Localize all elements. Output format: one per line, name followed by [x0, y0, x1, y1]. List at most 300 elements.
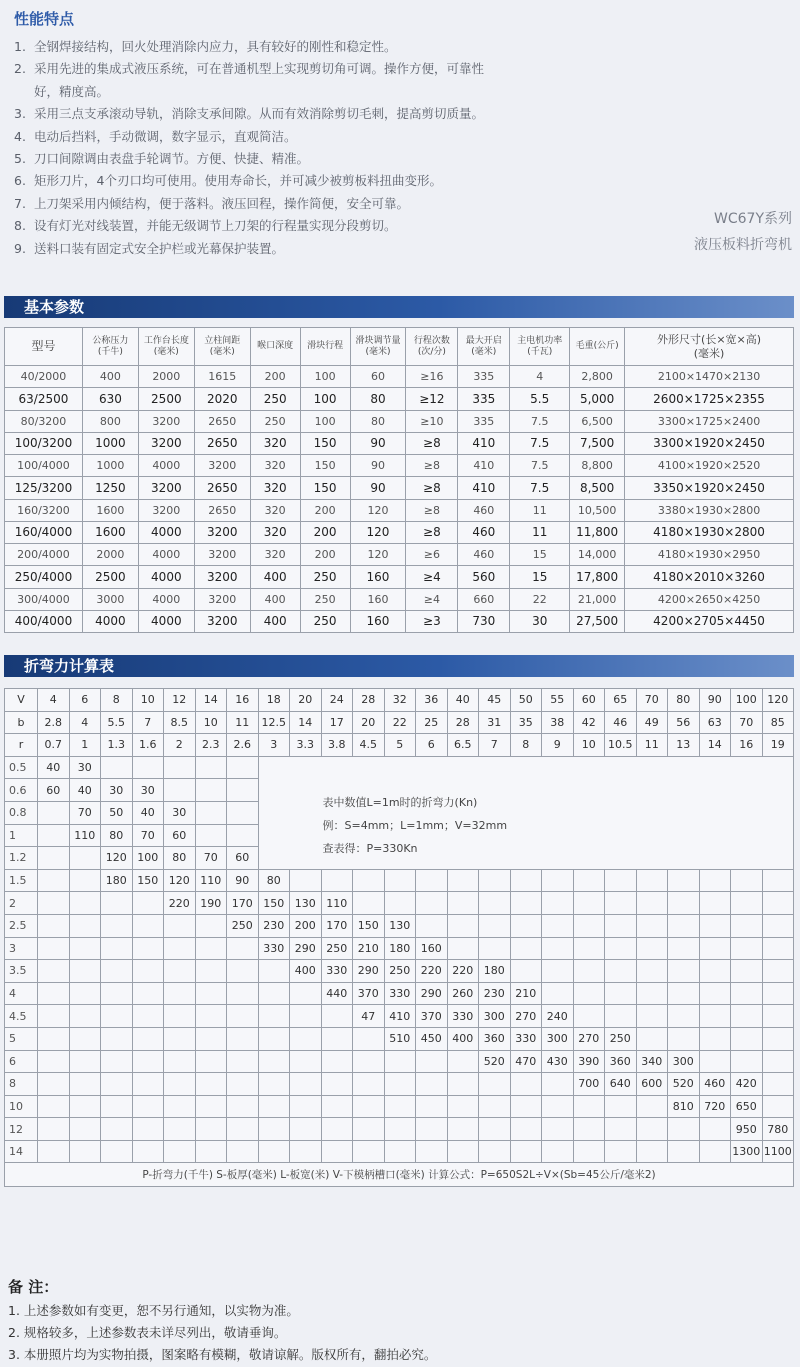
params-cell: 4180×2010×3260: [625, 566, 794, 588]
bending-value-cell: [290, 1095, 322, 1118]
bending-value-cell: 300: [542, 1027, 574, 1050]
bending-s-row: [5, 1005, 794, 1028]
bending-value-cell: 650: [731, 1095, 763, 1118]
bending-value-cell: [101, 982, 133, 1005]
bending-value-cell: [636, 892, 668, 915]
params-cell: 2000: [82, 544, 138, 566]
bending-value-cell: [731, 982, 763, 1005]
bending-value-cell: [132, 1005, 164, 1028]
bending-value-cell: [38, 847, 70, 870]
params-cell: 400: [250, 588, 300, 610]
bending-value-cell: [762, 869, 794, 892]
params-header-row: [5, 328, 794, 366]
bending-value-cell: [132, 1073, 164, 1096]
bending-value-cell: [101, 1005, 133, 1028]
bending-value-cell: 460: [699, 1073, 731, 1096]
feature-number: 3.: [14, 106, 26, 122]
bending-value-cell: [542, 914, 574, 937]
bending-value-cell: 1300: [731, 1140, 763, 1163]
params-cell: 100: [300, 366, 350, 388]
bending-value-cell: [164, 1073, 196, 1096]
bending-value-cell: [38, 914, 70, 937]
bending-s-row: [5, 960, 794, 983]
params-cell: 90: [350, 455, 406, 477]
bending-value-cell: [290, 1005, 322, 1028]
bending-value-cell: [510, 1095, 542, 1118]
params-cell: 15: [510, 544, 570, 566]
bending-value-cell: [573, 892, 605, 915]
bending-v-cell: 36: [416, 689, 448, 712]
bending-value-cell: [447, 892, 479, 915]
bending-value-cell: [416, 1050, 448, 1073]
bending-value-cell: [227, 779, 259, 802]
bending-value-cell: 260: [447, 982, 479, 1005]
params-header-cell: 行程次数 (次/分): [406, 328, 458, 366]
bending-value-cell: [69, 982, 101, 1005]
bending-value-cell: 90: [227, 869, 259, 892]
params-cell: 100: [300, 410, 350, 432]
bending-value-cell: [636, 1005, 668, 1028]
params-cell: 7.5: [510, 455, 570, 477]
bending-value-cell: 60: [164, 824, 196, 847]
bending-value-cell: [447, 1118, 479, 1141]
bending-v-cell: 100: [731, 689, 763, 712]
bending-value-cell: [447, 914, 479, 937]
bending-value-cell: [132, 1118, 164, 1141]
params-cell: 2600×1725×2355: [625, 388, 794, 410]
bending-value-cell: [479, 1073, 511, 1096]
bending-value-cell: 370: [416, 1005, 448, 1028]
params-cell: 11,800: [570, 521, 625, 543]
bending-s-cell: 14: [5, 1140, 38, 1163]
bending-value-cell: 470: [510, 1050, 542, 1073]
params-cell: 3200: [194, 610, 250, 632]
bending-s-row: [5, 869, 794, 892]
params-cell: 14,000: [570, 544, 625, 566]
params-cell: 4000: [138, 544, 194, 566]
params-cell: 335: [458, 366, 510, 388]
bending-value-cell: 190: [195, 892, 227, 915]
bending-value-cell: [258, 960, 290, 983]
bending-value-cell: 400: [447, 1027, 479, 1050]
feature-number: 4.: [14, 128, 26, 144]
bending-v-cell: 4: [38, 689, 70, 712]
bending-value-cell: 40: [132, 801, 164, 824]
bending-value-cell: [38, 1073, 70, 1096]
params-cell: 5,000: [570, 388, 625, 410]
params-cell: 4180×1930×2950: [625, 544, 794, 566]
params-cell: 100/3200: [5, 432, 83, 454]
bending-v-cell: 18: [258, 689, 290, 712]
bending-value-cell: 70: [69, 801, 101, 824]
bending-value-cell: [605, 1140, 637, 1163]
bending-value-cell: [573, 960, 605, 983]
bending-v-cell: 20: [290, 689, 322, 712]
feature-item: [14, 126, 504, 148]
bending-b-cell: 5.5: [101, 711, 133, 734]
bending-value-cell: 180: [479, 960, 511, 983]
params-cell: 460: [458, 544, 510, 566]
bending-value-cell: [227, 982, 259, 1005]
bending-value-cell: [101, 1027, 133, 1050]
params-cell: 2020: [194, 388, 250, 410]
params-cell: 2100×1470×2130: [625, 366, 794, 388]
feature-item: [14, 36, 504, 58]
params-cell: 4180×1930×2800: [625, 521, 794, 543]
params-header-cell: 喉口深度: [250, 328, 300, 366]
bending-value-cell: [227, 1073, 259, 1096]
feature-item: [14, 170, 504, 192]
bending-b-cell: 11: [227, 711, 259, 734]
bending-value-cell: 640: [605, 1073, 637, 1096]
bending-s-cell: 3: [5, 937, 38, 960]
params-cell: 80: [350, 388, 406, 410]
params-cell: ≥8: [406, 477, 458, 499]
params-cell: 410: [458, 455, 510, 477]
params-cell: 30: [510, 610, 570, 632]
bending-value-cell: [699, 1027, 731, 1050]
bending-s-cell: 1.5: [5, 869, 38, 892]
params-cell: 63/2500: [5, 388, 83, 410]
bending-v-row: [5, 689, 794, 712]
bending-s-row: [5, 1140, 794, 1163]
bending-value-cell: 40: [69, 779, 101, 802]
bending-value-cell: [573, 914, 605, 937]
bending-value-cell: [290, 1140, 322, 1163]
bending-r-cell: 1.6: [132, 734, 164, 757]
params-cell: 90: [350, 432, 406, 454]
bending-value-cell: 210: [353, 937, 385, 960]
params-cell: 160/3200: [5, 499, 83, 521]
params-cell: 4000: [138, 610, 194, 632]
bending-r-cell: 10: [573, 734, 605, 757]
bending-r-cell: 2: [164, 734, 196, 757]
bending-value-cell: 30: [69, 756, 101, 779]
bending-r-cell: 6.5: [447, 734, 479, 757]
bending-value-cell: 180: [384, 937, 416, 960]
note-line: 例：S=4mm；L=1mm；V=32mm: [322, 818, 508, 832]
bending-value-cell: [353, 1050, 385, 1073]
params-cell: 460: [458, 499, 510, 521]
params-cell: 4000: [138, 588, 194, 610]
params-cell: 4000: [138, 566, 194, 588]
params-row: [5, 521, 794, 543]
params-cell: 1615: [194, 366, 250, 388]
params-cell: 320: [250, 432, 300, 454]
bending-value-cell: [321, 1140, 353, 1163]
bending-value-cell: [479, 1095, 511, 1118]
bending-value-cell: [69, 1095, 101, 1118]
params-cell: 4200×2650×4250: [625, 588, 794, 610]
bending-value-cell: [762, 892, 794, 915]
bending-s-cell: 8: [5, 1073, 38, 1096]
feature-text: 采用三点支承滚动导轨，消除支承间隙。从而有效消除剪切毛刺，提高剪切质量。: [34, 106, 485, 122]
bending-value-cell: [542, 960, 574, 983]
bending-value-cell: [416, 914, 448, 937]
bending-value-cell: 290: [353, 960, 385, 983]
bending-b-cell: 4: [69, 711, 101, 734]
params-header-cell: 型号: [5, 328, 83, 366]
bending-value-cell: [731, 892, 763, 915]
params-cell: 4000: [138, 455, 194, 477]
bending-value-cell: [542, 937, 574, 960]
bending-value-cell: [605, 937, 637, 960]
bending-value-cell: [510, 892, 542, 915]
bending-value-cell: 390: [573, 1050, 605, 1073]
params-cell: 320: [250, 544, 300, 566]
bending-value-cell: [290, 1073, 322, 1096]
bending-value-cell: [38, 869, 70, 892]
bending-value-cell: [542, 1073, 574, 1096]
params-cell: 11: [510, 499, 570, 521]
bending-s-cell: 0.5: [5, 756, 38, 779]
bending-value-cell: [605, 892, 637, 915]
bending-value-cell: [353, 1073, 385, 1096]
bending-value-cell: 170: [227, 892, 259, 915]
bending-value-cell: [479, 1118, 511, 1141]
bending-value-cell: [573, 982, 605, 1005]
bending-force-table: [4, 688, 794, 1187]
params-cell: 200/4000: [5, 544, 83, 566]
bending-value-cell: [699, 914, 731, 937]
bending-value-cell: [195, 1027, 227, 1050]
bending-value-cell: 120: [164, 869, 196, 892]
params-cell: 1000: [82, 455, 138, 477]
bending-s-row: [5, 1027, 794, 1050]
bending-r-cell: 11: [636, 734, 668, 757]
bending-v-cell: 16: [227, 689, 259, 712]
bending-s-cell: 12: [5, 1118, 38, 1141]
bending-value-cell: 360: [479, 1027, 511, 1050]
bending-value-cell: 520: [668, 1073, 700, 1096]
bending-value-cell: 100: [132, 847, 164, 870]
bending-value-cell: 220: [164, 892, 196, 915]
bending-value-cell: 950: [731, 1118, 763, 1141]
product-label: [694, 206, 792, 258]
params-cell: 335: [458, 388, 510, 410]
params-row: [5, 432, 794, 454]
bending-value-cell: [416, 1118, 448, 1141]
params-cell: 3200: [138, 477, 194, 499]
feature-number: 9.: [14, 240, 26, 256]
feature-item: [14, 238, 504, 260]
bending-value-cell: 330: [258, 937, 290, 960]
bending-s-row: [5, 1118, 794, 1141]
bending-r-cell: 9: [542, 734, 574, 757]
bending-value-cell: [384, 869, 416, 892]
bending-value-cell: [69, 892, 101, 915]
bending-value-cell: [227, 1140, 259, 1163]
bending-value-cell: [195, 1005, 227, 1028]
bending-value-cell: [479, 937, 511, 960]
bending-value-cell: [321, 1027, 353, 1050]
params-cell: 250: [250, 410, 300, 432]
params-cell: 3300×1920×2450: [625, 432, 794, 454]
bending-value-cell: [384, 1118, 416, 1141]
bending-b-cell: 42: [573, 711, 605, 734]
bending-v-cell: 70: [636, 689, 668, 712]
bending-s-cell: 4: [5, 982, 38, 1005]
feature-item: [14, 103, 504, 125]
bending-value-cell: [636, 982, 668, 1005]
bending-b-cell: 7: [132, 711, 164, 734]
bending-value-cell: [132, 1050, 164, 1073]
remark-item: 1. 上述参数如有变更，恕不另行通知，以实物为准。: [8, 1303, 299, 1318]
bending-s-cell: 1: [5, 824, 38, 847]
params-cell: 400: [250, 610, 300, 632]
bending-value-cell: [668, 960, 700, 983]
bending-value-cell: [416, 869, 448, 892]
bending-value-cell: 330: [321, 960, 353, 983]
params-row: [5, 566, 794, 588]
bending-value-cell: [542, 869, 574, 892]
params-cell: 3200: [194, 566, 250, 588]
bending-value-cell: [353, 1027, 385, 1050]
params-cell: 21,000: [570, 588, 625, 610]
bending-value-cell: 110: [195, 869, 227, 892]
bending-value-cell: [195, 914, 227, 937]
bending-value-cell: 30: [164, 801, 196, 824]
bending-value-cell: [227, 756, 259, 779]
bending-s-cell: 2: [5, 892, 38, 915]
params-cell: ≥10: [406, 410, 458, 432]
feature-text: 刀口间隙调由表盘手轮调节。方便、快捷、精准。: [34, 151, 310, 167]
bending-v-cell: 50: [510, 689, 542, 712]
params-cell: 4: [510, 366, 570, 388]
bending-value-cell: [101, 1095, 133, 1118]
params-cell: ≥4: [406, 588, 458, 610]
bending-value-cell: 130: [290, 892, 322, 915]
bending-value-cell: [384, 1073, 416, 1096]
bending-value-cell: [258, 982, 290, 1005]
bending-value-cell: 600: [636, 1073, 668, 1096]
params-cell: 15: [510, 566, 570, 588]
params-cell: 320: [250, 521, 300, 543]
bending-value-cell: [290, 982, 322, 1005]
params-header-cell: 立柱间距 (毫米): [194, 328, 250, 366]
params-cell: ≥4: [406, 566, 458, 588]
bending-value-cell: 80: [164, 847, 196, 870]
bending-value-cell: [38, 1005, 70, 1028]
bending-value-cell: [668, 914, 700, 937]
feature-number: 8.: [14, 218, 26, 234]
params-cell: ≥8: [406, 499, 458, 521]
bending-value-cell: [762, 1027, 794, 1050]
bending-example-note: [258, 756, 794, 869]
params-cell: 160/4000: [5, 521, 83, 543]
bending-value-cell: [38, 1095, 70, 1118]
params-cell: 3300×1725×2400: [625, 410, 794, 432]
bending-value-cell: [699, 892, 731, 915]
params-cell: 160: [350, 610, 406, 632]
bending-b-cell: 17: [321, 711, 353, 734]
bending-b-cell: 8.5: [164, 711, 196, 734]
params-cell: 150: [300, 477, 350, 499]
bending-r-cell: 2.3: [195, 734, 227, 757]
bending-value-cell: [258, 1050, 290, 1073]
remarks-list: [8, 1300, 436, 1366]
params-cell: 250: [300, 588, 350, 610]
feature-number: 6.: [14, 173, 26, 189]
bending-value-cell: [195, 1050, 227, 1073]
bending-value-cell: [101, 1050, 133, 1073]
bending-b-cell: 70: [731, 711, 763, 734]
bending-value-cell: [290, 1118, 322, 1141]
bending-b-cell: 85: [762, 711, 794, 734]
bending-s-cell: 5: [5, 1027, 38, 1050]
bending-value-cell: [164, 960, 196, 983]
bending-value-cell: [699, 982, 731, 1005]
params-cell: 460: [458, 521, 510, 543]
params-cell: 2650: [194, 477, 250, 499]
bending-value-cell: [762, 937, 794, 960]
bending-value-cell: [69, 1073, 101, 1096]
bending-value-cell: [762, 1073, 794, 1096]
params-row: [5, 410, 794, 432]
bending-value-cell: [762, 914, 794, 937]
bending-row-label: b: [5, 711, 38, 734]
bending-v-cell: 45: [479, 689, 511, 712]
params-row: [5, 388, 794, 410]
bending-value-cell: [762, 1005, 794, 1028]
bending-r-cell: 2.6: [227, 734, 259, 757]
params-cell: 300/4000: [5, 588, 83, 610]
bending-r-cell: 3.3: [290, 734, 322, 757]
bending-value-cell: [668, 982, 700, 1005]
bending-value-cell: [258, 1140, 290, 1163]
params-row: [5, 366, 794, 388]
bending-value-cell: [447, 1073, 479, 1096]
bending-value-cell: [321, 869, 353, 892]
bending-value-cell: 290: [416, 982, 448, 1005]
bending-value-cell: [479, 914, 511, 937]
bending-v-cell: 90: [699, 689, 731, 712]
bending-r-cell: 6: [416, 734, 448, 757]
bending-value-cell: 400: [290, 960, 322, 983]
bending-value-cell: 170: [321, 914, 353, 937]
bending-b-row: [5, 711, 794, 734]
bending-value-cell: [164, 914, 196, 937]
bending-value-cell: [384, 1050, 416, 1073]
bending-value-cell: 230: [258, 914, 290, 937]
bending-value-cell: 250: [384, 960, 416, 983]
params-cell: 150: [300, 432, 350, 454]
params-cell: 5.5: [510, 388, 570, 410]
bending-v-cell: 14: [195, 689, 227, 712]
bending-value-cell: 430: [542, 1050, 574, 1073]
bending-value-cell: [447, 1140, 479, 1163]
bending-s-row: [5, 1050, 794, 1073]
bending-value-cell: [353, 892, 385, 915]
params-cell: 3200: [194, 588, 250, 610]
bending-value-cell: 340: [636, 1050, 668, 1073]
params-cell: 1600: [82, 521, 138, 543]
bending-value-cell: [479, 892, 511, 915]
bending-value-cell: [195, 779, 227, 802]
bending-v-cell: 6: [69, 689, 101, 712]
bending-s-row: [5, 892, 794, 915]
bending-v-cell: 28: [353, 689, 385, 712]
params-cell: 2000: [138, 366, 194, 388]
params-cell: 2500: [82, 566, 138, 588]
bending-value-cell: [195, 1140, 227, 1163]
bending-value-cell: [605, 914, 637, 937]
bending-v-cell: 120: [762, 689, 794, 712]
bending-value-cell: 300: [668, 1050, 700, 1073]
bending-b-cell: 49: [636, 711, 668, 734]
params-cell: 160: [350, 588, 406, 610]
params-table: [4, 327, 794, 633]
